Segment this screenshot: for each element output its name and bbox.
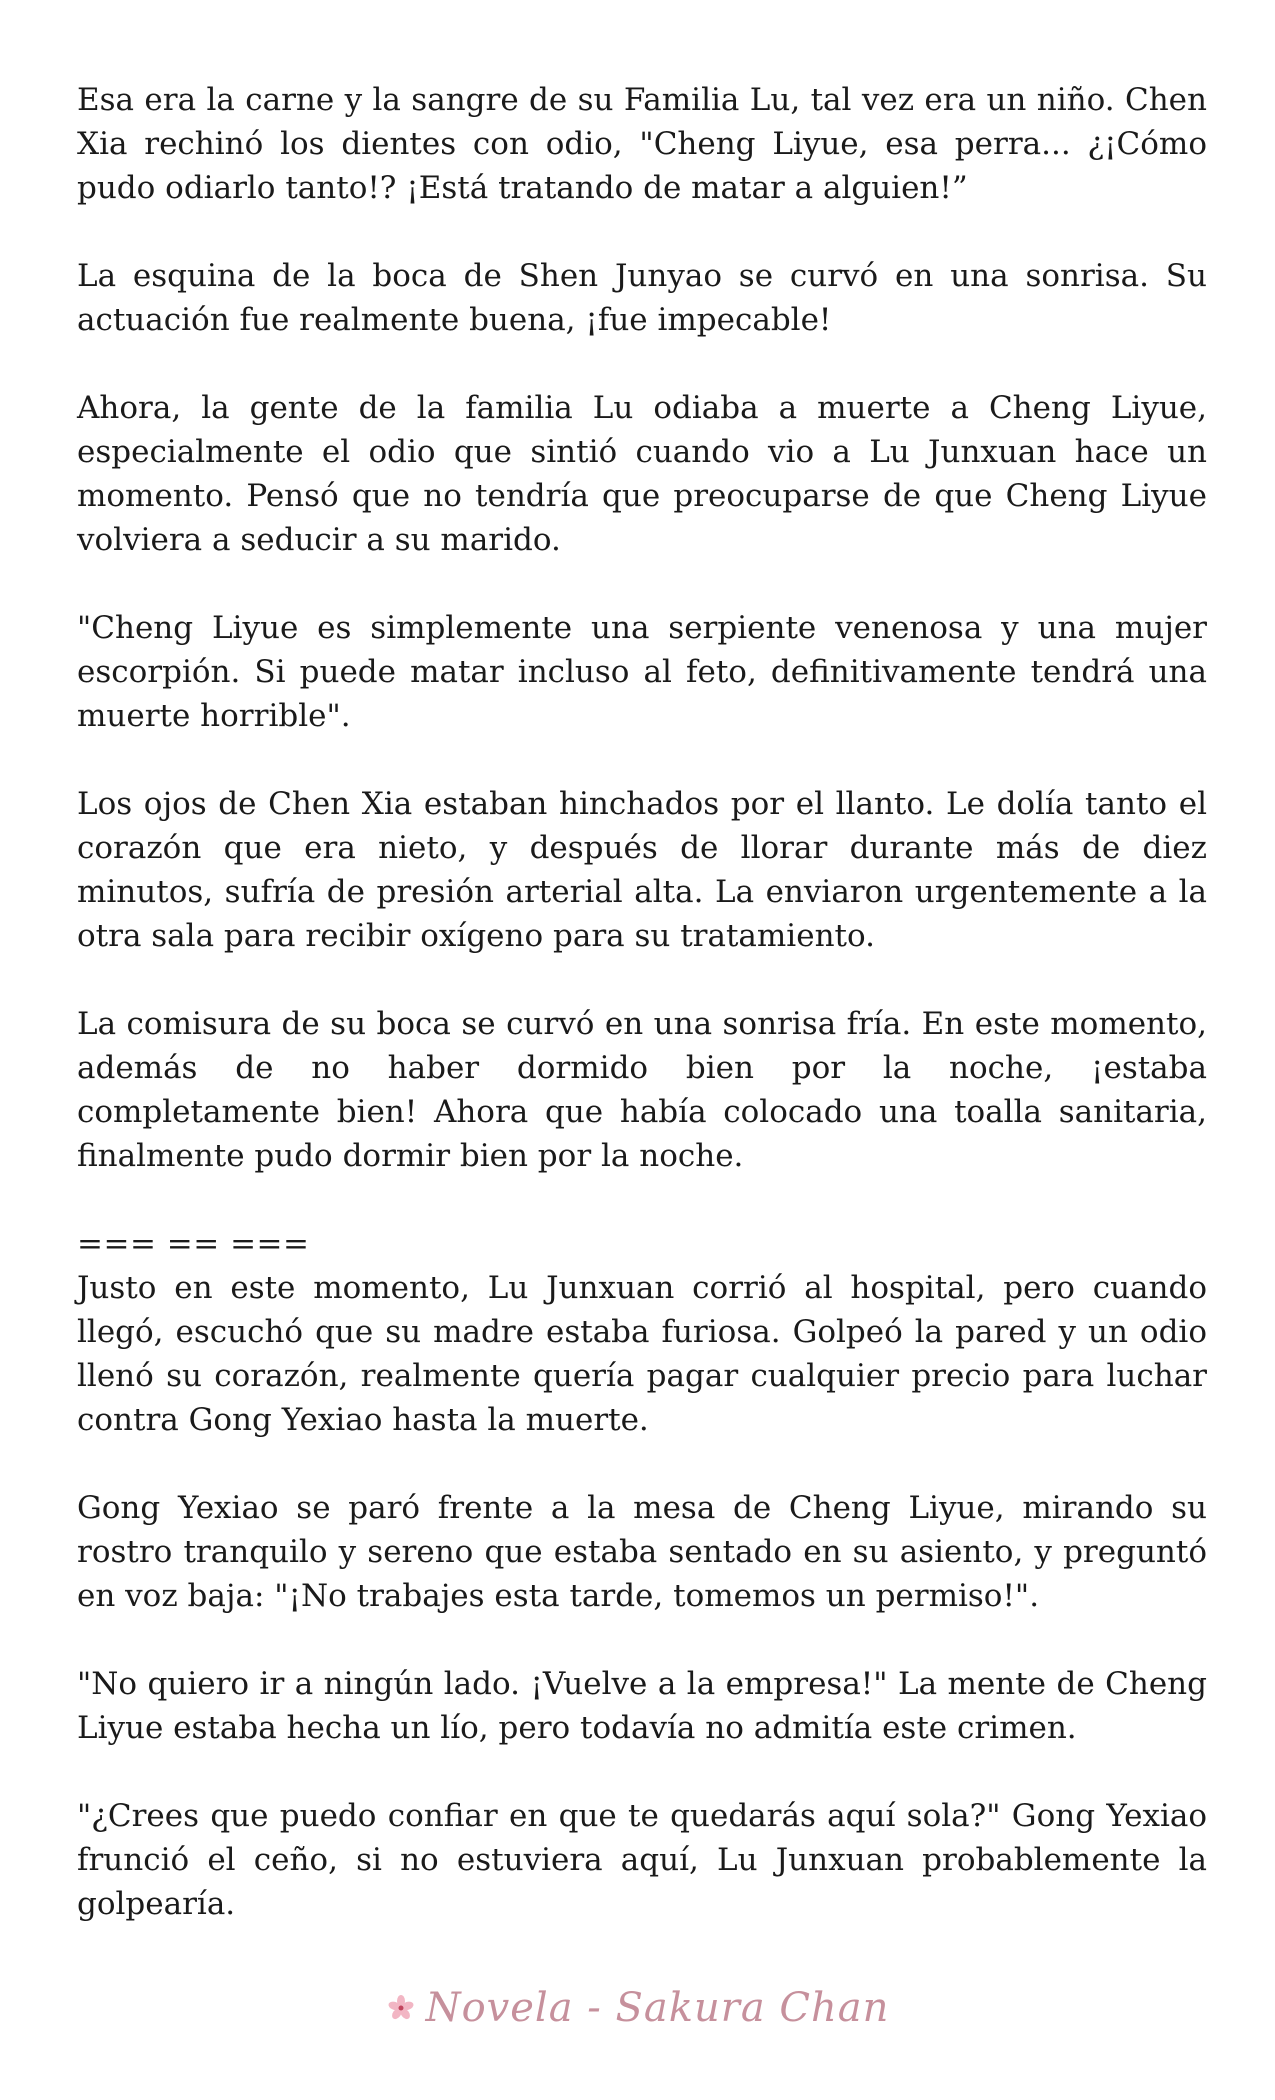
paragraph-4: "Cheng Liyue es simplemente una serpiente venenosa y una mujer escorpión. Si puede matar incluso al feto, definitivamente tendrá una muerte horrible".	[77, 610, 1207, 734]
paragraph-8: Gong Yexiao se paró frente a la mesa de Cheng Liyue, mirando su rostro tranquilo y sereno que estaba sentado en su asiento, y preguntó en voz baja: "¡No trabajes esta tarde, tomemos un permiso!".	[77, 1490, 1207, 1614]
paragraph-3: Ahora, la gente de la familia Lu odiaba a muerte a Cheng Liyue, especialmente el odio que sintió cuando vio a Lu Junxuan hace un momento. Pensó que no tendría que preocuparse de que Cheng Liyue volviera a seducir a su marido.	[77, 390, 1207, 558]
paragraph-7: Justo en este momento, Lu Junxuan corrió al hospital, pero cuando llegó, escuchó que su madre estaba furiosa. Golpeó la pared y un odio llenó su corazón, realmente quería pagar cualquier precio para luchar contra Gong Yexiao hasta la muerte.	[77, 1270, 1207, 1438]
paragraph-2: La esquina de la boca de Shen Junyao se curvó en una sonrisa. Su actuación fue realmente buena, ¡fue impecable!	[77, 258, 1207, 338]
watermark	[0, 1985, 1275, 2031]
scene-separator: === == ===	[77, 1226, 310, 1262]
sakura-icon	[386, 1993, 416, 2023]
paragraph-5: Los ojos de Chen Xia estaban hinchados por el llanto. Le dolía tanto el corazón que era nieto, y después de llorar durante más de diez minutos, sufría de presión arterial alta. La enviaron urgentemente a la otra sala para recibir oxígeno para su tratamiento.	[77, 786, 1207, 954]
paragraph-10: "¿Crees que puedo confiar en que te quedarás aquí sola?" Gong Yexiao frunció el ceño, si no estuviera aquí, Lu Junxuan probablemente la golpearía.	[77, 1798, 1207, 1922]
paragraph-1: Esa era la carne y la sangre de su Familia Lu, tal vez era un niño. Chen Xia rechinó los dientes con odio, "Cheng Liyue, esa perra... ¿¡Cómo pudo odiarlo tanto!? ¡Está tratando de matar a alguien!”	[77, 82, 1207, 206]
paragraph-9: "No quiero ir a ningún lado. ¡Vuelve a la empresa!" La mente de Cheng Liyue estaba hecha un lío, pero todavía no admitía este crimen.	[77, 1666, 1207, 1746]
watermark-text: Novela - Sakura Chan	[425, 1985, 890, 2031]
paragraph-6: La comisura de su boca se curvó en una sonrisa fría. En este momento, además de no haber dormido bien por la noche, ¡estaba completamente bien! Ahora que había colocado una toalla sanitaria, finalmente pudo dormir bien por la noche.	[77, 1006, 1207, 1174]
document-body	[77, 78, 1207, 1926]
